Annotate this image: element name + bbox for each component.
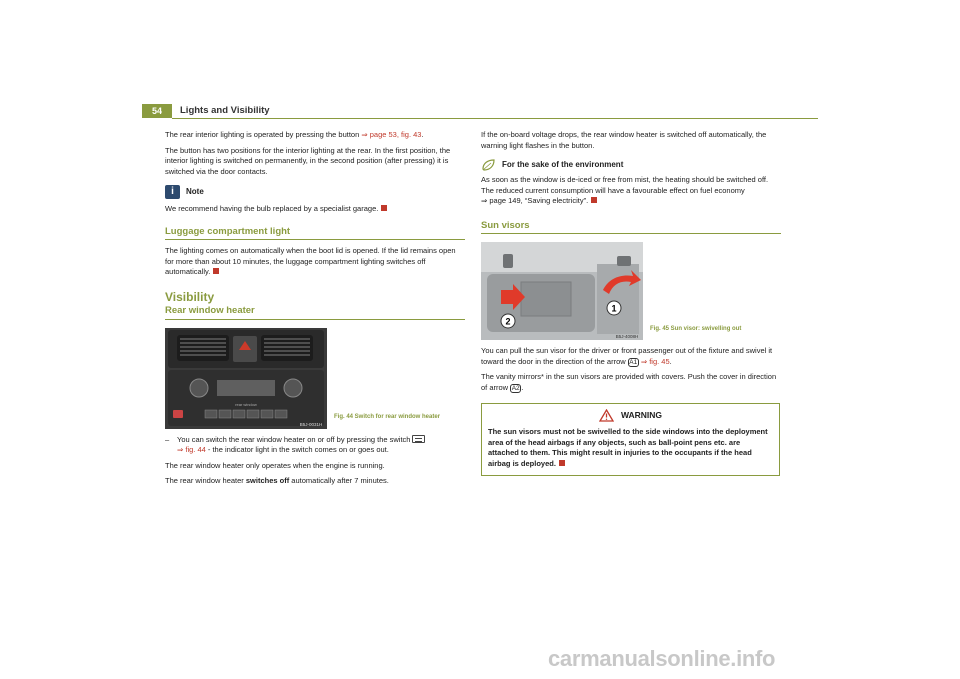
arrow-a1-label: A1 [629,358,638,366]
saving-electricity-link[interactable]: ⇒ page 149, “Saving electricity”. [481,196,589,205]
chapter-title: Lights and Visibility [180,105,270,116]
end-marker-icon [559,460,565,466]
figure-45 [481,242,781,340]
fig-45-link[interactable]: ⇒ fig. 45 [638,356,670,366]
warning-box [481,403,780,476]
fig-44-link[interactable]: ⇒ fig. 44 [177,445,206,454]
dashboard-switch-image [165,328,327,429]
pull-visor-paragraph: You can pull the sun visor for the driver or front passenger out of the fixture and swivel it toward the door in the direction of the arrow A1 ⇒ fig. 45. [481,346,773,366]
engine-running-paragraph: The rear window heater only operates when the engine is running. [165,460,385,470]
interior-lighting-paragraph: The rear interior lighting is operated by pressing the button ⇒ page 53, fig. 43. [165,130,424,139]
note-text: We recommend having the bulb replaced by a specialist garage. [165,204,465,215]
vanity-mirror-paragraph: The vanity mirrors* in the sun visors are provided with covers. Push the cover in direction of arrow A2 . [481,372,777,392]
note-title: Note [186,186,204,196]
fig45-label-1: 1 [611,303,617,314]
rear-window-heater-title: Rear window heater [165,306,465,320]
page-53-link[interactable]: ⇒ page 53, fig. 43 [361,130,422,139]
visibility-heading: Visibility [165,289,215,304]
luggage-section-title: Luggage compartment light [165,227,465,241]
luggage-paragraph: The lighting comes on automatically when the boot lid is opened. If the lid remains open for more than about 10 minutes, the luggage compartment lighting switches off automatically. [165,246,456,276]
sun-visor-image [481,242,643,340]
environment-title: For the sake of the environment [502,159,624,169]
arrow-a2-label: A2 [511,384,520,392]
environment-paragraph: As soon as the window is de-iced or free from mist, the heating should be switched off. The reduced current consumption will have a favourable effect on fuel economy ⇒ page 149, “Saving electricity”. [481,175,769,205]
switch-instruction: – You can switch the rear window heater on or off by pressing the switch ⇒ fig. 44 - the indicator light in the switch comes on or goes out. [165,435,465,456]
page-number: 54 [142,104,172,118]
left-column [165,130,465,492]
warning-triangle-icon [599,409,614,422]
fig44-code: B5J-0031H [299,421,323,427]
figure-44 [165,328,465,429]
end-marker-icon [381,205,387,211]
warning-text: The sun visors must not be swivelled to the side windows into the deployment area of the head airbags if any objects, such as ball-point pens etc. are attached to them. This might result in injuries to the occupants if the head airbag is deployed. [488,427,768,468]
end-marker-icon [213,268,219,274]
environment-heading [481,159,781,171]
rear-window-switch-icon [412,435,425,443]
panel-label: rear window [235,401,257,407]
fig44-caption: Fig. 44 Switch for rear window heater [334,414,441,420]
fig45-caption: Fig. 45 Sun visor: swivelling out [650,325,742,332]
info-icon: i [165,185,180,199]
right-column [481,130,781,476]
sun-visors-title: Sun visors [481,221,781,235]
header-rule [172,118,818,119]
watermark: carmanualsonline.info [548,646,776,671]
note-heading [165,185,465,199]
fig45-label-2: 2 [505,316,511,327]
voltage-paragraph: If the on-board voltage drops, the rear window heater is switched off automatically, the warning light flashes in the button. [481,130,767,150]
warning-heading [482,404,779,425]
leaf-icon [481,159,496,171]
button-positions-paragraph: The button has two positions for the interior lighting at the rear. In the first position, the interior lighting is switched on permanently, in the second position (after pressing) it is switched via the door contacts. [165,145,451,176]
warning-title: WARNING [620,410,663,421]
end-marker-icon [591,197,597,203]
switch-off-paragraph: The rear window heater switches off automatically after 7 minutes. [165,476,389,485]
fig45-code: B5J-4008H [615,334,639,339]
